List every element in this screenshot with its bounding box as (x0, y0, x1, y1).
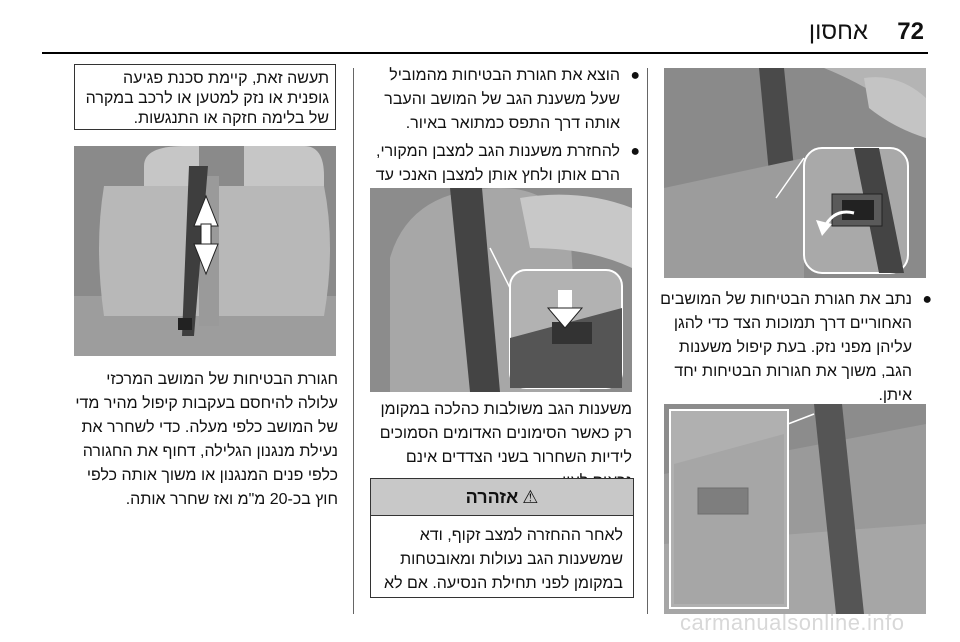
figure-seatbelt-guide (664, 68, 926, 278)
column-divider-left (353, 68, 354, 614)
seatbelt-guide-illustration (664, 68, 926, 278)
center-belt-illustration (74, 146, 336, 356)
warning-continued-box: תעשה זאת, קיימת סכנת פגיעה גופנית או נזק למטען או לרכב במקרה של בלימה חזקה או התנגשות. (74, 64, 336, 130)
warning-text: לאחר ההחזרה למצב זקוף, ודא שמשענות הגב נעולות ומאובטחות במקומן לפני תחילת הנסיעה. אם לא (384, 527, 623, 592)
seatback-fold-illustration (664, 404, 926, 614)
list-item: ● הוצא את חגורת הבטיחות מהמוביל שעל משענת הגב של המושב והעבר אותה דרך התפס כמתואר באיור. (364, 64, 634, 136)
warning-header (371, 479, 633, 516)
page-number: 72 (897, 18, 924, 45)
middle-column-paragraph: משענות הגב משולבות כהלכה במקומן רק כאשר הסימונים האדומים הסמוכים לידיות השחרור בשני הצדדים אינם (379, 401, 632, 466)
bullet-icon: ● (630, 67, 640, 84)
seatbelt-clip-illustration (370, 188, 632, 392)
warning-icon: ⚠ (522, 486, 539, 507)
figure-center-belt (74, 146, 336, 356)
left-column-paragraph: חגורת הבטיחות של המושב המרכזי עלולה להיחסם בעקבות קיפול מהיר מדי של המושב כלפי מעלה. כדי לשחרר את נעילת מנגנון הגלילה, דחוף את החגורה כלפי פנים המנגנון או משוך אותה כלפי חוץ בכ-20 מ"מ ואז שחרר אותה. (75, 371, 338, 508)
list-item: ● להחזרת משענות הגב למצבן המקורי, הרם אותן ולחץ אותן למצבן האנכי עד (364, 140, 634, 212)
watermark: carmanualsonline.info (680, 610, 905, 635)
bullet-icon: ● (922, 291, 932, 308)
column-divider-right (647, 68, 648, 614)
header-rule (42, 52, 928, 54)
list-item: ● נתב את חגורת הבטיחות של המושבים האחוריים דרך תמוכות הצד כדי להגן עליהן מפני נזק. בעת קיפול משענות הגב, משוך את חגורות הבטיחות יחד איתן. (658, 288, 926, 408)
right-column-text (658, 288, 932, 412)
figure-seatbelt-clip (370, 188, 632, 392)
warning-box (370, 478, 634, 598)
chapter-title: אחסון (808, 18, 868, 45)
bullet-icon: ● (630, 143, 640, 160)
warning-title: אזהרה (465, 486, 519, 507)
figure-seatback-fold (664, 404, 926, 614)
